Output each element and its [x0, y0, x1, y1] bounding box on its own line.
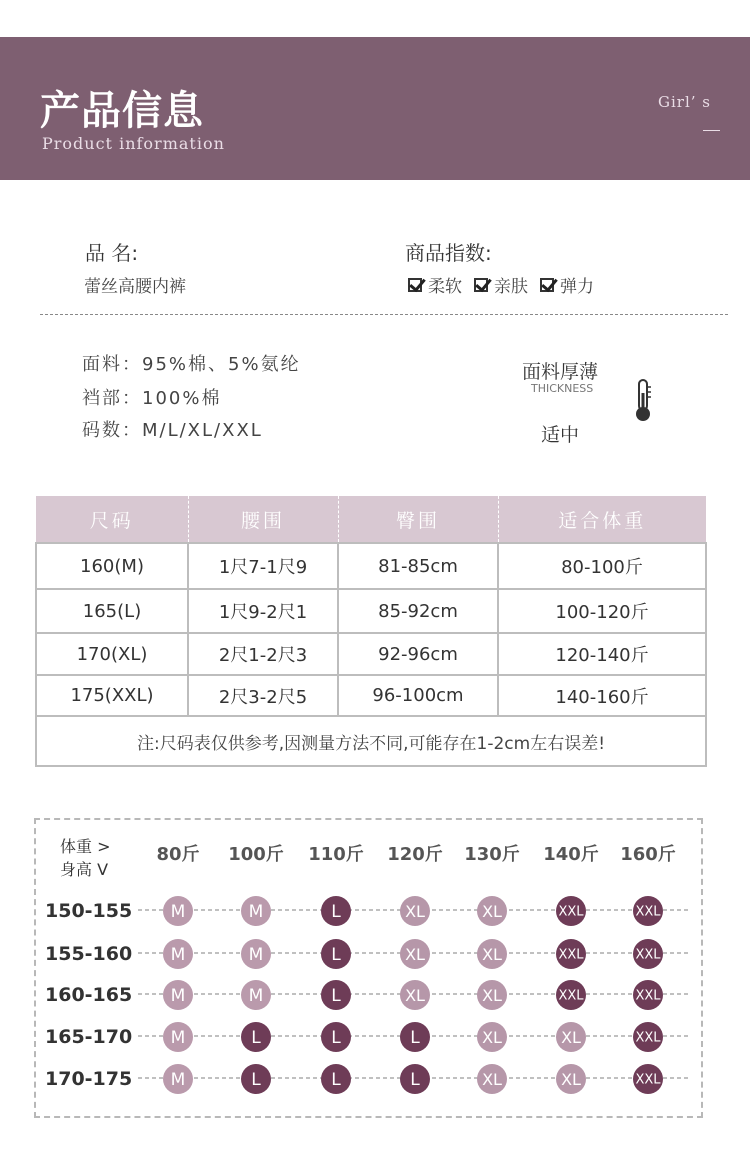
- size-dot-label: XXL: [635, 1072, 661, 1088]
- thickness-label: 面料厚薄: [522, 361, 599, 383]
- size-dot-label: XXL: [635, 988, 661, 1004]
- size-dot-label: L: [251, 1070, 261, 1091]
- table-cell: 85-92cm: [338, 589, 498, 633]
- page-title: 产品信息: [40, 88, 204, 134]
- size-dot-label: L: [331, 902, 341, 923]
- corner-height-label: 身高 V: [60, 860, 109, 879]
- header-weight: 适合体重: [498, 496, 706, 543]
- height-tick-label: 150-155: [45, 900, 133, 922]
- table-cell: 2尺1-2尺3: [188, 633, 338, 675]
- thickness-value: 适中: [541, 424, 580, 446]
- product-index-label: 商品指数:: [405, 241, 492, 265]
- size-dot-label: XL: [405, 944, 425, 964]
- height-tick-label: 170-175: [45, 1068, 133, 1090]
- size-dot-label: M: [170, 1070, 186, 1091]
- size-dot-label: XXL: [558, 947, 584, 963]
- height-tick-label: 165-170: [45, 1026, 133, 1048]
- table-cell: 80-100斤: [498, 543, 706, 589]
- product-name-label: 品 名:: [85, 241, 139, 265]
- thickness-label-en: THICKNESS: [531, 382, 594, 395]
- page-subtitle: Product information: [42, 134, 225, 153]
- size-dot-label: XXL: [558, 988, 584, 1004]
- feature-label: 亲肤: [494, 277, 528, 297]
- size-dot-label: M: [170, 902, 186, 923]
- size-dot-label: XL: [561, 1027, 581, 1047]
- height-tick-label: 160-165: [45, 984, 133, 1006]
- header-hip: 臀围: [338, 496, 498, 543]
- size-dot-label: XL: [405, 901, 425, 921]
- size-dot-label: M: [170, 986, 186, 1007]
- table-cell: 140-160斤: [498, 675, 706, 716]
- size-dot-label: XL: [482, 1069, 502, 1089]
- table-cell: 96-100cm: [338, 675, 498, 716]
- feature-label: 弹力: [560, 277, 594, 297]
- size-dot-label: XL: [482, 944, 502, 964]
- weight-tick-label: 120斤: [387, 844, 443, 865]
- size-dot-label: XL: [405, 985, 425, 1005]
- size-dot-label: XL: [482, 985, 502, 1005]
- girls-tag: Girl’ s: [658, 93, 711, 111]
- size-dot-label: M: [170, 945, 186, 966]
- feature-label: 柔软: [428, 277, 462, 297]
- size-dot-label: M: [248, 902, 264, 923]
- size-dot-label: L: [331, 1028, 341, 1049]
- size-dot-label: L: [331, 945, 341, 966]
- weight-tick-label: 160斤: [620, 844, 676, 865]
- header-waist: 腰围: [188, 496, 338, 543]
- table-cell: 1尺9-2尺1: [188, 589, 338, 633]
- size-dot-label: XL: [561, 1069, 581, 1089]
- weight-tick-label: 80斤: [156, 844, 200, 865]
- size-dot-label: L: [410, 1028, 420, 1049]
- size-dot-label: XXL: [635, 1030, 661, 1046]
- size-dot-label: L: [331, 1070, 341, 1091]
- product-name-value: 蕾丝高腰内裤: [84, 277, 186, 297]
- weight-tick-label: 130斤: [464, 844, 520, 865]
- weight-tick-label: 100斤: [228, 844, 284, 865]
- height-tick-label: 155-160: [45, 943, 133, 965]
- size-dot-label: M: [248, 986, 264, 1007]
- table-cell: 92-96cm: [338, 633, 498, 675]
- table-note: 注:尺码表仅供参考,因测量方法不同,可能存在1-2cm左右误差!: [36, 716, 706, 766]
- size-dot-label: M: [170, 1028, 186, 1049]
- size-dot-label: L: [410, 1070, 420, 1091]
- sizes-spec: 码数：M/L/XL/XXL: [82, 420, 263, 441]
- table-cell: 1尺7-1尺9: [188, 543, 338, 589]
- table-cell: 2尺3-2尺5: [188, 675, 338, 716]
- size-dot-label: XL: [482, 1027, 502, 1047]
- size-dot-label: XXL: [635, 904, 661, 920]
- size-dot-label: L: [251, 1028, 261, 1049]
- size-dot-label: L: [331, 986, 341, 1007]
- table-cell: 170(XL): [36, 633, 188, 675]
- weight-tick-label: 140斤: [543, 844, 599, 865]
- table-cell: 120-140斤: [498, 633, 706, 675]
- size-dot-label: M: [248, 945, 264, 966]
- corner-weight-label: 体重 >: [60, 837, 111, 856]
- fabric-spec: 面料：95%棉、5%氨纶: [82, 354, 301, 375]
- table-cell: 165(L): [36, 589, 188, 633]
- size-dot-label: XXL: [635, 947, 661, 963]
- size-dot-label: XXL: [558, 904, 584, 920]
- weight-tick-label: 110斤: [308, 844, 364, 865]
- size-dot-label: XL: [482, 901, 502, 921]
- header-size: 尺码: [36, 496, 188, 543]
- table-cell: 175(XXL): [36, 675, 188, 716]
- crotch-spec: 裆部：100%棉: [82, 388, 222, 409]
- table-cell: 160(M): [36, 543, 188, 589]
- table-cell: 81-85cm: [338, 543, 498, 589]
- table-cell: 100-120斤: [498, 589, 706, 633]
